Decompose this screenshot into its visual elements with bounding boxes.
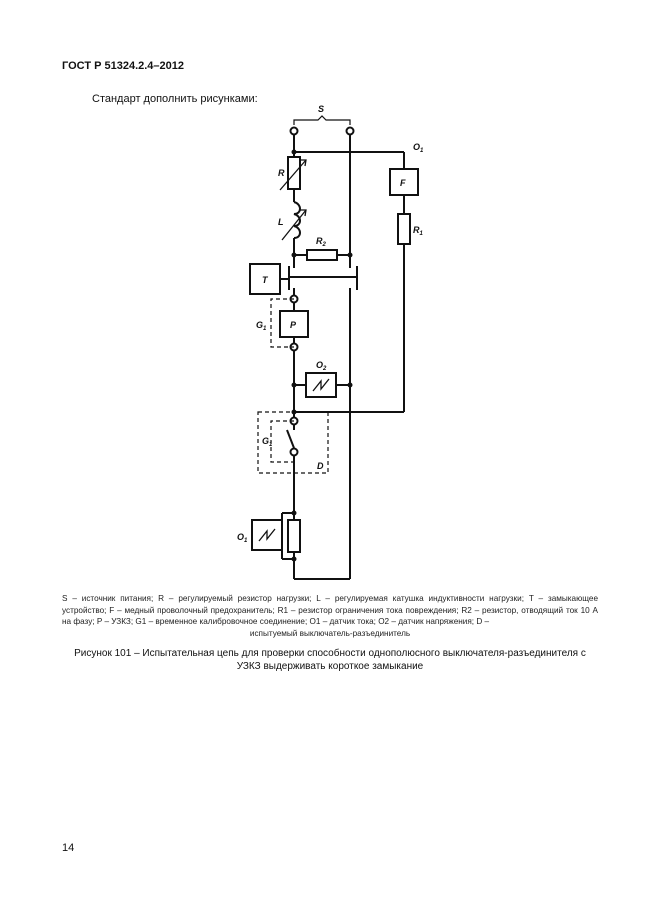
inductor-l xyxy=(294,202,300,238)
label-p: P xyxy=(290,320,297,330)
label-g1-lower: $G_1$ xyxy=(262,436,273,448)
intro-text: Стандарт дополнить рисунками: xyxy=(92,93,258,105)
label-r1: $R_1$ xyxy=(413,225,423,237)
legend-text: S – источник питания; R – регулируемый резистор нагрузки; L – регулируемая катушка индуктивности нагрузки; T – замыкающее устройство; F – медный проволочный предохранитель; R1 – резистор ограничения тока повреждения; R2 – резистор, отводящий ток 10 А на фазу; P – УЗКЗ; G1 – временное калибровочное соединение; O1 – датчик тока; O2 – датчик напряжения; D – xyxy=(62,594,598,626)
label-s: S xyxy=(318,104,325,114)
figure-legend xyxy=(62,593,598,639)
document-header: ГОСТ Р 51324.2.4–2012 xyxy=(62,60,185,72)
resistor-r1 xyxy=(398,214,410,244)
source-terminal-right xyxy=(347,128,354,135)
label-g1-upper: $G_1$ xyxy=(256,320,267,332)
shunt-resistor xyxy=(288,520,300,552)
label-o1-bottom: $O_1$ xyxy=(237,532,248,544)
resistor-r2 xyxy=(307,250,337,260)
figure-caption xyxy=(62,647,598,673)
caption-line-1: Рисунок 101 – Испытательная цепь для проверки способности однополюсного выключателя-разъединителя с xyxy=(74,648,586,659)
label-d: D xyxy=(317,461,324,471)
source-terminal-left xyxy=(291,128,298,135)
label-r: R xyxy=(278,168,285,178)
label-l: L xyxy=(278,217,284,227)
legend-text-end: испытуемый выключатель-разъединитель xyxy=(249,628,411,638)
label-f: F xyxy=(400,178,406,188)
page-number: 14 xyxy=(62,842,75,854)
label-r2: $R_2$ xyxy=(316,236,326,248)
label-t: T xyxy=(262,275,268,285)
label-o2: $O_2$ xyxy=(316,360,327,372)
label-o1-top: $O_1$ xyxy=(413,142,424,154)
source-brace xyxy=(294,116,350,125)
caption-line-2: УЗКЗ выдерживать короткое замыкание xyxy=(236,661,424,672)
